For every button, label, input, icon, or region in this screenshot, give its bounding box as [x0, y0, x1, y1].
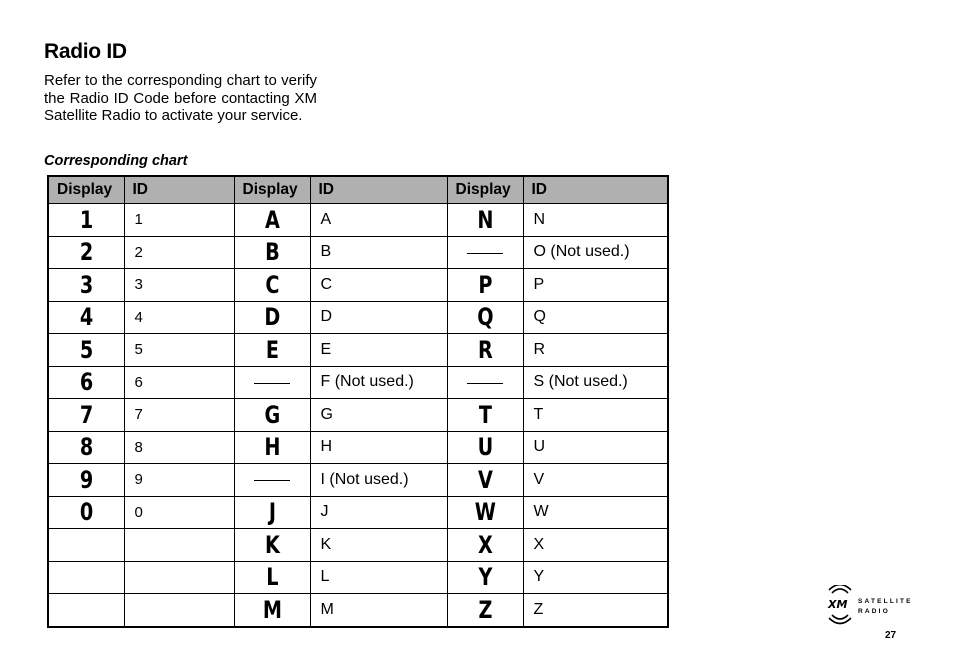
display-cell [56, 561, 117, 594]
display-cell: K [242, 529, 303, 562]
id-cell: 4 [124, 301, 234, 334]
id-cell: S (Not used.) [523, 366, 668, 399]
table-row [48, 269, 668, 302]
display-cell [242, 366, 303, 399]
display-cell: A [242, 204, 303, 237]
display-cell: B [242, 236, 303, 269]
id-cell: 7 [124, 399, 234, 432]
display-cell: M [242, 594, 303, 627]
column-header: ID [124, 176, 234, 204]
table-row [48, 366, 668, 399]
table-row [48, 594, 668, 627]
table-row [48, 236, 668, 269]
display-cell: 1 [56, 204, 117, 237]
display-cell: R [455, 334, 516, 367]
display-cell: 4 [56, 301, 117, 334]
id-cell: 9 [124, 464, 234, 497]
dash-glyph [467, 253, 503, 254]
id-cell: U [523, 431, 668, 464]
id-cell: T [523, 399, 668, 432]
display-cell: E [242, 334, 303, 367]
dash-glyph [254, 480, 290, 481]
id-cell: 0 [124, 496, 234, 529]
display-cell: D [242, 301, 303, 334]
display-cell: P [455, 269, 516, 302]
display-cell: J [242, 496, 303, 529]
table-row [48, 464, 668, 497]
id-cell: Z [523, 594, 668, 627]
display-cell: T [455, 399, 516, 432]
id-cell: 2 [124, 236, 234, 269]
table-body [48, 204, 668, 627]
display-cell [455, 236, 516, 269]
column-header: Display [447, 176, 523, 204]
table-row [48, 399, 668, 432]
page-number: 27 [885, 630, 897, 641]
display-cell: H [242, 431, 303, 464]
display-cell [56, 594, 117, 627]
id-cell: M [310, 594, 447, 627]
id-cell: R [523, 334, 668, 367]
id-cell [124, 529, 234, 562]
display-cell: 9 [56, 464, 117, 497]
table-row [48, 496, 668, 529]
display-cell: W [455, 496, 516, 529]
table-row [48, 301, 668, 334]
id-cell: O (Not used.) [523, 236, 668, 269]
id-cell: A [310, 204, 447, 237]
id-cell: V [523, 464, 668, 497]
id-cell: C [310, 269, 447, 302]
id-cell: I (Not used.) [310, 464, 447, 497]
table-row [48, 204, 668, 237]
table-header-row [48, 176, 668, 204]
column-header: ID [310, 176, 447, 204]
dash-glyph [254, 383, 290, 384]
id-cell [124, 594, 234, 627]
id-cell: F (Not used.) [310, 366, 447, 399]
logo-wordmark: SATELLITE RADIO [858, 598, 913, 615]
display-cell: 6 [56, 366, 117, 399]
column-header: Display [234, 176, 310, 204]
id-cell: E [310, 334, 447, 367]
id-cell: W [523, 496, 668, 529]
display-cell: 2 [56, 236, 117, 269]
display-cell: X [455, 529, 516, 562]
id-cell: Y [523, 561, 668, 594]
display-cell: Z [455, 594, 516, 627]
display-cell: N [455, 204, 516, 237]
id-cell: L [310, 561, 447, 594]
display-cell: Q [455, 301, 516, 334]
id-cell: G [310, 399, 447, 432]
display-cell: G [242, 399, 303, 432]
display-cell: V [455, 464, 516, 497]
radio-id-table [47, 175, 669, 628]
chart-caption: Corresponding chart [44, 153, 188, 169]
id-cell: 3 [124, 269, 234, 302]
display-cell: U [455, 431, 516, 464]
page-title: Radio ID [44, 40, 127, 63]
id-cell: Q [523, 301, 668, 334]
table-row [48, 529, 668, 562]
display-cell: 0 [56, 496, 117, 529]
id-cell: H [310, 431, 447, 464]
display-cell: L [242, 561, 303, 594]
display-cell [56, 529, 117, 562]
display-cell: Y [455, 561, 516, 594]
table-row [48, 431, 668, 464]
id-cell: 1 [124, 204, 234, 237]
intro-paragraph: Refer to the corresponding chart to verify the Radio ID Code before contacting XM Satellite Radio to activate your service. [44, 72, 317, 125]
display-cell: C [242, 269, 303, 302]
id-cell: X [523, 529, 668, 562]
display-cell: 3 [56, 269, 117, 302]
id-cell [124, 561, 234, 594]
id-cell: J [310, 496, 447, 529]
display-cell: 5 [56, 334, 117, 367]
column-header: Display [48, 176, 124, 204]
column-header: ID [523, 176, 668, 204]
table-row [48, 561, 668, 594]
display-cell [242, 464, 303, 497]
display-cell: 7 [56, 399, 117, 432]
id-cell: B [310, 236, 447, 269]
id-cell: 6 [124, 366, 234, 399]
id-cell: 8 [124, 431, 234, 464]
id-cell: P [523, 269, 668, 302]
dash-glyph [467, 383, 503, 384]
logo-mark: XM [828, 598, 848, 611]
display-cell: 8 [56, 431, 117, 464]
id-cell: N [523, 204, 668, 237]
id-cell: K [310, 529, 447, 562]
id-cell: D [310, 301, 447, 334]
display-cell [455, 366, 516, 399]
id-cell: 5 [124, 334, 234, 367]
table-row [48, 334, 668, 367]
